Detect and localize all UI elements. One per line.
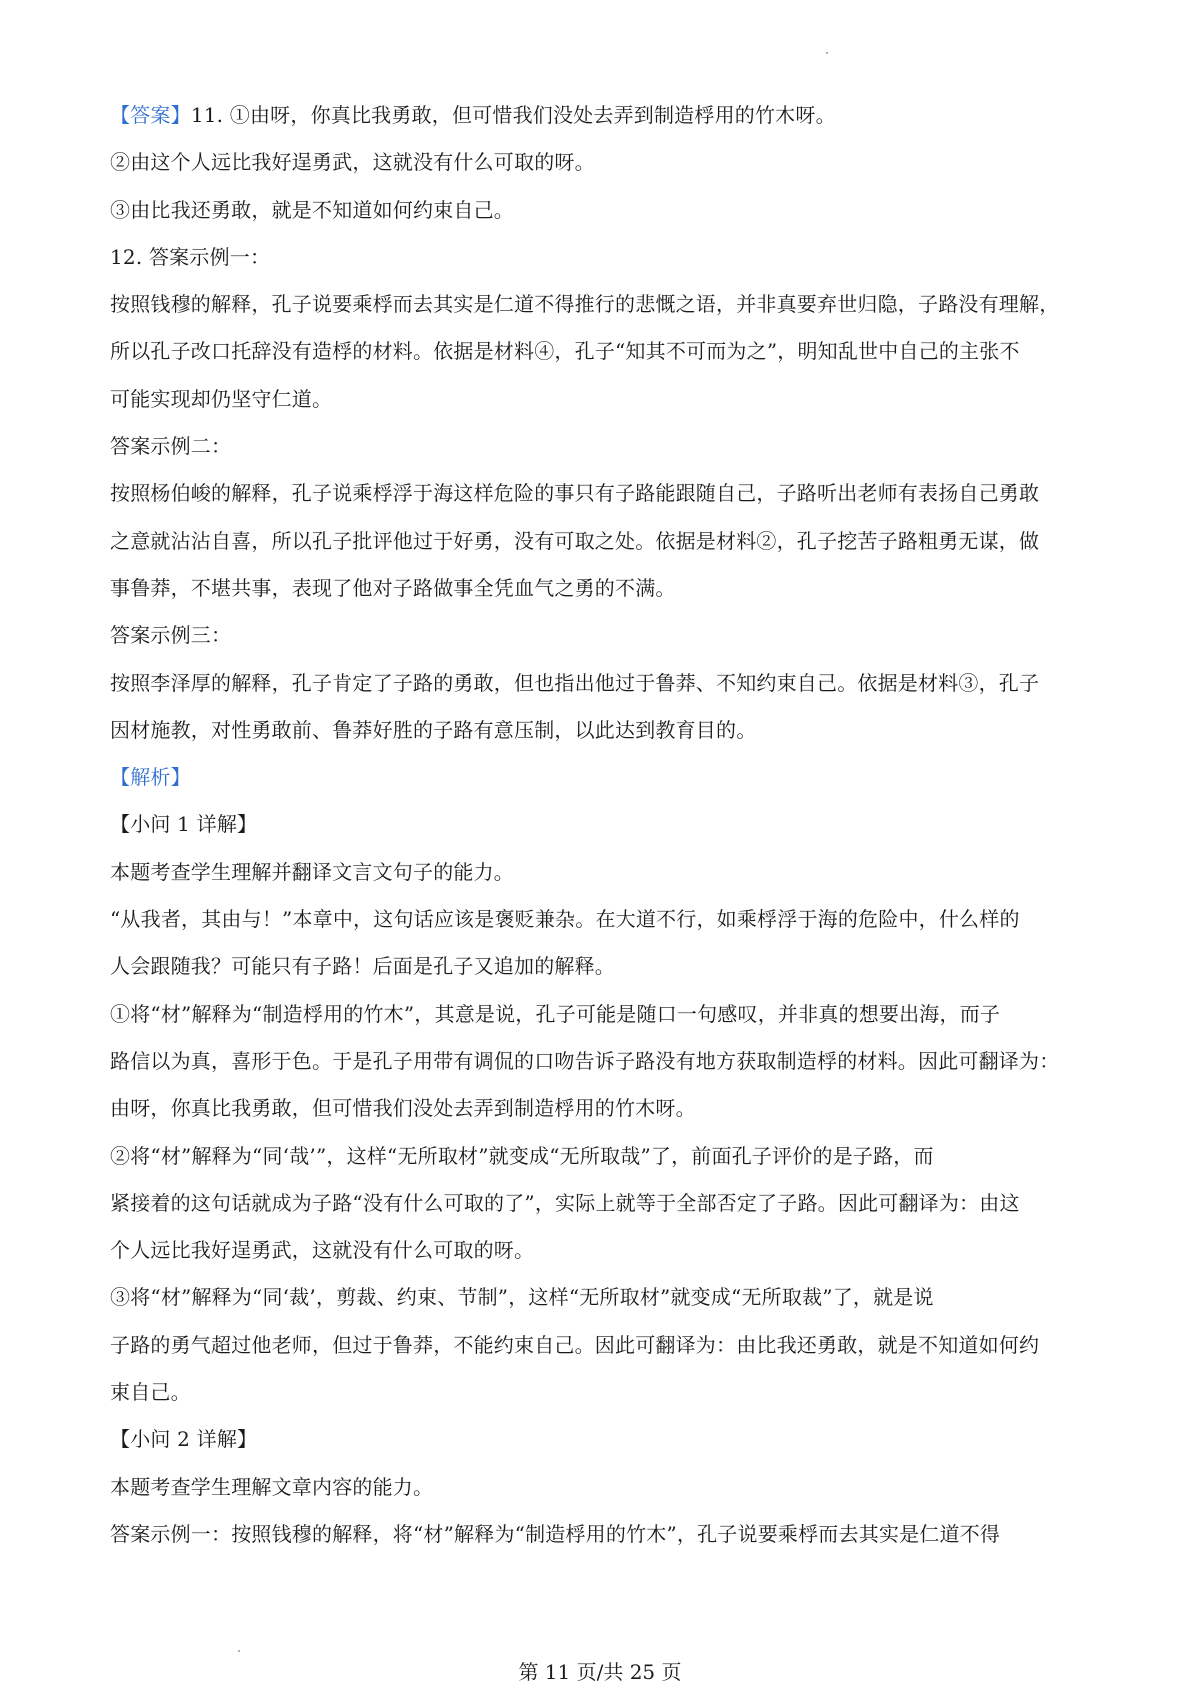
text-line [110, 991, 1100, 1038]
text-line [110, 470, 1100, 517]
line-text: 本题考查学生理解文章内容的能力。 [110, 1474, 434, 1499]
text-line [110, 754, 1100, 801]
text-line [110, 423, 1100, 470]
line-text: 按照杨伯峻的解释，孔子说乘桴浮于海这样危险的事只有子路能跟随自己，子路听出老师有表扬自己勇敢 [110, 481, 1040, 506]
text-line [110, 1085, 1100, 1132]
line-text: “从我者，其由与！”本章中，这句话应该是褒贬兼杂。在大道不行，如乘桴浮于海的危险中，什么样的 [110, 907, 1020, 932]
line-text: 事鲁莽，不堪共事，表现了他对子路做事全凭血气之勇的不满。 [110, 575, 676, 600]
line-text: ②由这个人远比我好逞勇武，这就没有什么可取的呀。 [110, 150, 595, 175]
line-text: ②将“材”解释为“同‘哉’”，这样“无所取材”就变成“无所取哉”了，前面孔子评价的是子路，而 [110, 1143, 934, 1168]
line-text: 【小问 2 详解】 [110, 1427, 258, 1452]
scan-speck [826, 52, 828, 54]
line-text: 可能实现却仍坚守仁道。 [110, 386, 333, 411]
text-line [110, 139, 1100, 186]
line-text: 答案示例二： [110, 434, 232, 459]
text-line [110, 801, 1100, 848]
text-line [110, 1464, 1100, 1511]
section-tag: 【答案】 [110, 103, 191, 127]
line-text: 12. 答案示例一： [110, 244, 271, 269]
line-text: 答案示例三： [110, 623, 232, 648]
text-line [110, 1416, 1100, 1463]
text-line [110, 92, 1100, 139]
line-text: 紧接着的这句话就成为子路“没有什么可取的了”，实际上就等于全部否定了子路。因此可翻译为：由这 [110, 1190, 1020, 1215]
line-text: 【小问 1 详解】 [110, 812, 258, 837]
section-tag: 【解析】 [110, 765, 191, 790]
line-text: 11. ①由呀，你真比我勇敢，但可惜我们没处去弄到制造桴用的竹木呀。 [190, 103, 836, 127]
line-text: 因材施教，对性勇敢前、鲁莽好胜的子路有意压制，以此达到教育目的。 [110, 717, 757, 742]
document-body [110, 92, 1100, 1558]
text-line [110, 187, 1100, 234]
text-line [110, 1038, 1100, 1085]
line-text: ①将“材”解释为“制造桴用的竹木”，其意是说，孔子可能是随口一句感叹，并非真的想要出海，而子 [110, 1001, 1001, 1026]
line-text: 人会跟随我？可能只有子路！后面是孔子又追加的解释。 [110, 954, 615, 979]
text-line [110, 281, 1100, 328]
text-line [110, 660, 1100, 707]
text-line [110, 1369, 1100, 1416]
line-text: ③将“材”解释为“同‘裁’，剪裁、约束、节制”，这样“无所取材”就变成“无所取裁”了，就是说 [110, 1285, 934, 1310]
line-text: 束自己。 [110, 1380, 191, 1405]
text-line [110, 1180, 1100, 1227]
line-text: 之意就沾沾自喜，所以孔子批评他过于好勇，没有可取之处。依据是材料②，孔子挖苦子路粗勇无谋，做 [110, 528, 1040, 553]
text-line [110, 328, 1100, 375]
text-line [110, 1274, 1100, 1321]
text-line [110, 518, 1100, 565]
line-text: 由呀，你真比我勇敢，但可惜我们没处去弄到制造桴用的竹木呀。 [110, 1096, 696, 1121]
line-text: 本题考查学生理解并翻译文言文句子的能力。 [110, 859, 514, 884]
line-text: 按照钱穆的解释，孔子说要乘桴而去其实是仁道不得推行的悲慨之语，并非真要弃世归隐，子路没有理解， [110, 292, 1060, 317]
line-text: 子路的勇气超过他老师，但过于鲁莽，不能约束自己。因此可翻译为：由比我还勇敢，就是不知道如何约 [110, 1332, 1040, 1357]
line-text: 答案示例一：按照钱穆的解释，将“材”解释为“制造桴用的竹木”，孔子说要乘桴而去其实是仁道不得 [110, 1521, 1001, 1546]
text-line [110, 896, 1100, 943]
text-line [110, 943, 1100, 990]
scan-speck [238, 1650, 240, 1652]
line-text: 按照李泽厚的解释，孔子肯定了子路的勇敢，但也指出他过于鲁莽、不知约束自己。依据是材料③，孔子 [110, 670, 1040, 695]
text-line [110, 1227, 1100, 1274]
line-text: 个人远比我好逞勇武，这就没有什么可取的呀。 [110, 1238, 535, 1263]
line-text: 路信以为真，喜形于色。于是孔子用带有调侃的口吻告诉子路没有地方获取制造桴的材料。因此可翻译为： [110, 1048, 1060, 1073]
text-line [110, 849, 1100, 896]
text-line [110, 612, 1100, 659]
page-number: 第 11 页/共 25 页 [518, 1660, 682, 1684]
text-line [110, 234, 1100, 281]
line-text: ③由比我还勇敢，就是不知道如何约束自己。 [110, 197, 514, 222]
text-line [110, 1511, 1100, 1558]
text-line [110, 565, 1100, 612]
line-text: 所以孔子改口托辞没有造桴的材料。依据是材料④，孔子“知其不可而为之”，明知乱世中自己的主张不 [110, 339, 1020, 364]
text-line [110, 1133, 1100, 1180]
text-line [110, 1322, 1100, 1369]
text-line [110, 707, 1100, 754]
text-line [110, 376, 1100, 423]
